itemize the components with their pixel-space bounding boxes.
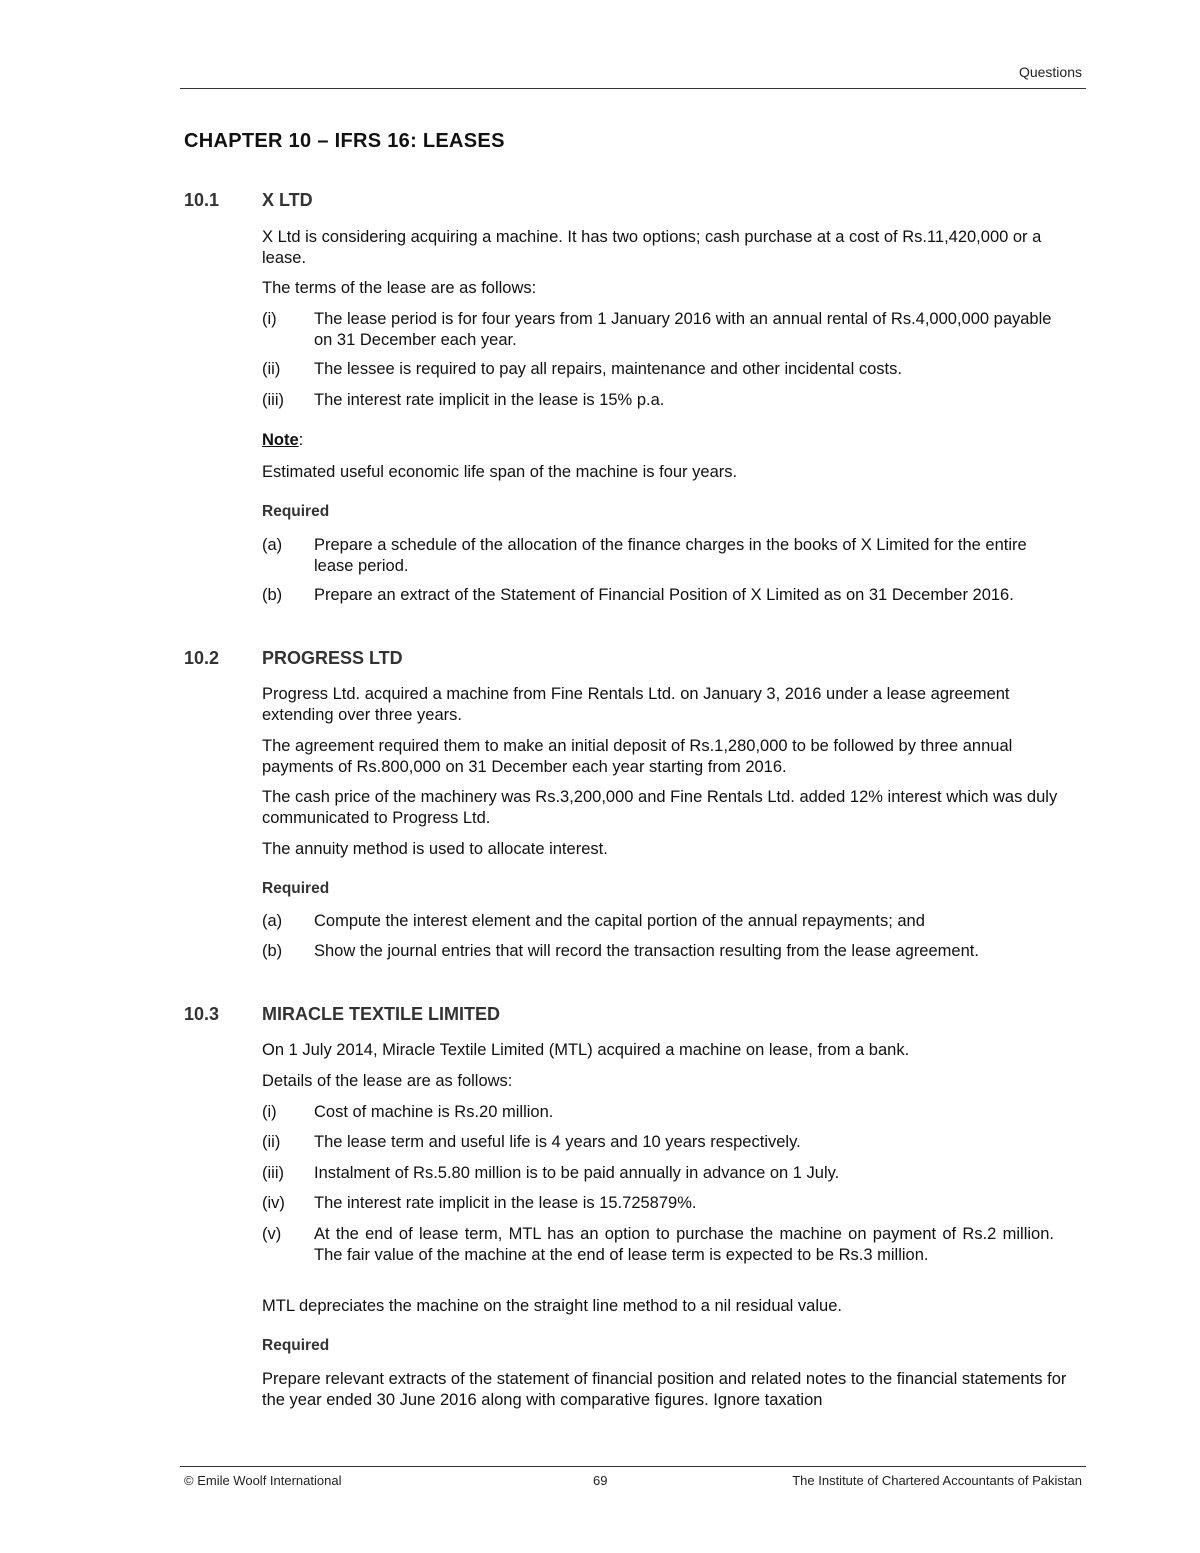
list-text: The interest rate implicit in the lease is 15% p.a. — [314, 391, 665, 409]
list-item — [262, 911, 1080, 932]
page-number: 69 — [593, 1473, 608, 1488]
paragraph: On 1 July 2014, Miracle Textile Limited (MTL) acquired a machine on lease, from a bank. — [262, 1041, 910, 1059]
list-text: The interest rate implicit in the lease is 15.725879%. — [314, 1194, 697, 1212]
section-title: PROGRESS LTD — [262, 648, 403, 668]
running-header: Questions — [1018, 64, 1082, 80]
list-marker: (b) — [262, 942, 283, 960]
list-item — [262, 359, 1080, 380]
list-text: Instalment of Rs.5.80 million is to be paid annually in advance on 1 July. — [314, 1164, 840, 1182]
list-text: Cost of machine is Rs.20 million. — [314, 1103, 554, 1121]
list-marker: (v) — [262, 1225, 282, 1243]
section-heading-10-3 — [184, 1004, 500, 1025]
list-marker: (a) — [262, 912, 283, 930]
section-number: 10.1 — [184, 190, 220, 210]
paragraph: The agreement required them to make an initial deposit of Rs.1,280,000 to be followed by three annual payments of Rs.800,000 on 31 December each year starting from 2016. — [262, 737, 1013, 776]
list-item — [262, 535, 1080, 577]
list-marker: (i) — [262, 1103, 277, 1121]
list-text: Compute the interest element and the capital portion of the annual repayments; and — [314, 912, 925, 930]
paragraph: Details of the lease are as follows: — [262, 1072, 513, 1090]
footer-copyright: © Emile Woolf International — [184, 1473, 342, 1488]
list-item — [262, 1224, 1080, 1266]
note-label-text: Note — [262, 431, 299, 449]
section-heading-10-2 — [184, 648, 403, 669]
footer-rule — [180, 1466, 1086, 1467]
list-item — [262, 390, 1080, 411]
list-marker: (ii) — [262, 1133, 281, 1151]
list-item — [262, 941, 1080, 962]
list-marker: (iii) — [262, 1164, 284, 1182]
list-text: Prepare an extract of the Statement of Financial Position of X Limited as on 31 December 2016. — [314, 586, 1014, 604]
paragraph: Prepare relevant extracts of the statement of financial position and related notes to the financial statements for the year ended 30 June 2016 along with comparative figures. Ignore taxation — [262, 1370, 1067, 1409]
section-heading-10-1 — [184, 190, 313, 211]
list-item — [262, 585, 1080, 606]
list-text: Prepare a schedule of the allocation of the finance charges in the books of X Limited for the entire lease period. — [314, 536, 1027, 575]
list-item — [262, 1102, 1080, 1123]
paragraph: The annuity method is used to allocate interest. — [262, 840, 608, 858]
list-marker: (b) — [262, 586, 283, 604]
list-text: Show the journal entries that will record the transaction resulting from the lease agreement. — [314, 942, 979, 960]
paragraph: Estimated useful economic life span of the machine is four years. — [262, 463, 738, 481]
paragraph: The cash price of the machinery was Rs.3,200,000 and Fine Rentals Ltd. added 12% interest which was duly communicated to Progress Ltd. — [262, 788, 1058, 827]
paragraph: The terms of the lease are as follows: — [262, 279, 537, 297]
chapter-title: CHAPTER 10 – IFRS 16: LEASES — [184, 130, 505, 152]
list-marker: (iv) — [262, 1194, 285, 1212]
list-marker: (i) — [262, 310, 277, 328]
paragraph: Progress Ltd. acquired a machine from Fine Rentals Ltd. on January 3, 2016 under a lease agreement extending over three years. — [262, 685, 1010, 724]
list-text: The lease term and useful life is 4 years and 10 years respectively. — [314, 1133, 801, 1151]
section-number: 10.3 — [184, 1004, 220, 1024]
list-marker: (ii) — [262, 360, 281, 378]
paragraph: MTL depreciates the machine on the straight line method to a nil residual value. — [262, 1297, 842, 1315]
section-title: X LTD — [262, 190, 313, 210]
note-label — [262, 431, 303, 450]
list-item — [262, 1132, 1080, 1153]
section-number: 10.2 — [184, 648, 220, 668]
list-item — [262, 309, 1080, 351]
required-label: Required — [262, 880, 330, 897]
list-text: At the end of lease term, MTL has an option to purchase the machine on payment of Rs.2 million. The fair value of the machine at the end of lease term is expected to be Rs.3 million. — [314, 1225, 1054, 1264]
note-colon: : — [298, 431, 304, 449]
required-label: Required — [262, 503, 330, 520]
list-marker: (iii) — [262, 391, 284, 409]
list-item — [262, 1163, 1080, 1184]
required-label: Required — [262, 1337, 330, 1354]
section-title: MIRACLE TEXTILE LIMITED — [262, 1004, 500, 1024]
header-rule — [180, 88, 1086, 89]
list-marker: (a) — [262, 536, 283, 554]
list-text: The lease period is for four years from 1 January 2016 with an annual rental of Rs.4,000,000 payable on 31 December each year. — [314, 310, 1052, 349]
footer-institute: The Institute of Chartered Accountants of Pakistan — [792, 1473, 1082, 1488]
list-text: The lessee is required to pay all repairs, maintenance and other incidental costs. — [314, 360, 902, 378]
list-item — [262, 1193, 1080, 1214]
paragraph: X Ltd is considering acquiring a machine. It has two options; cash purchase at a cost of Rs.11,420,000 or a lease. — [262, 228, 1042, 267]
